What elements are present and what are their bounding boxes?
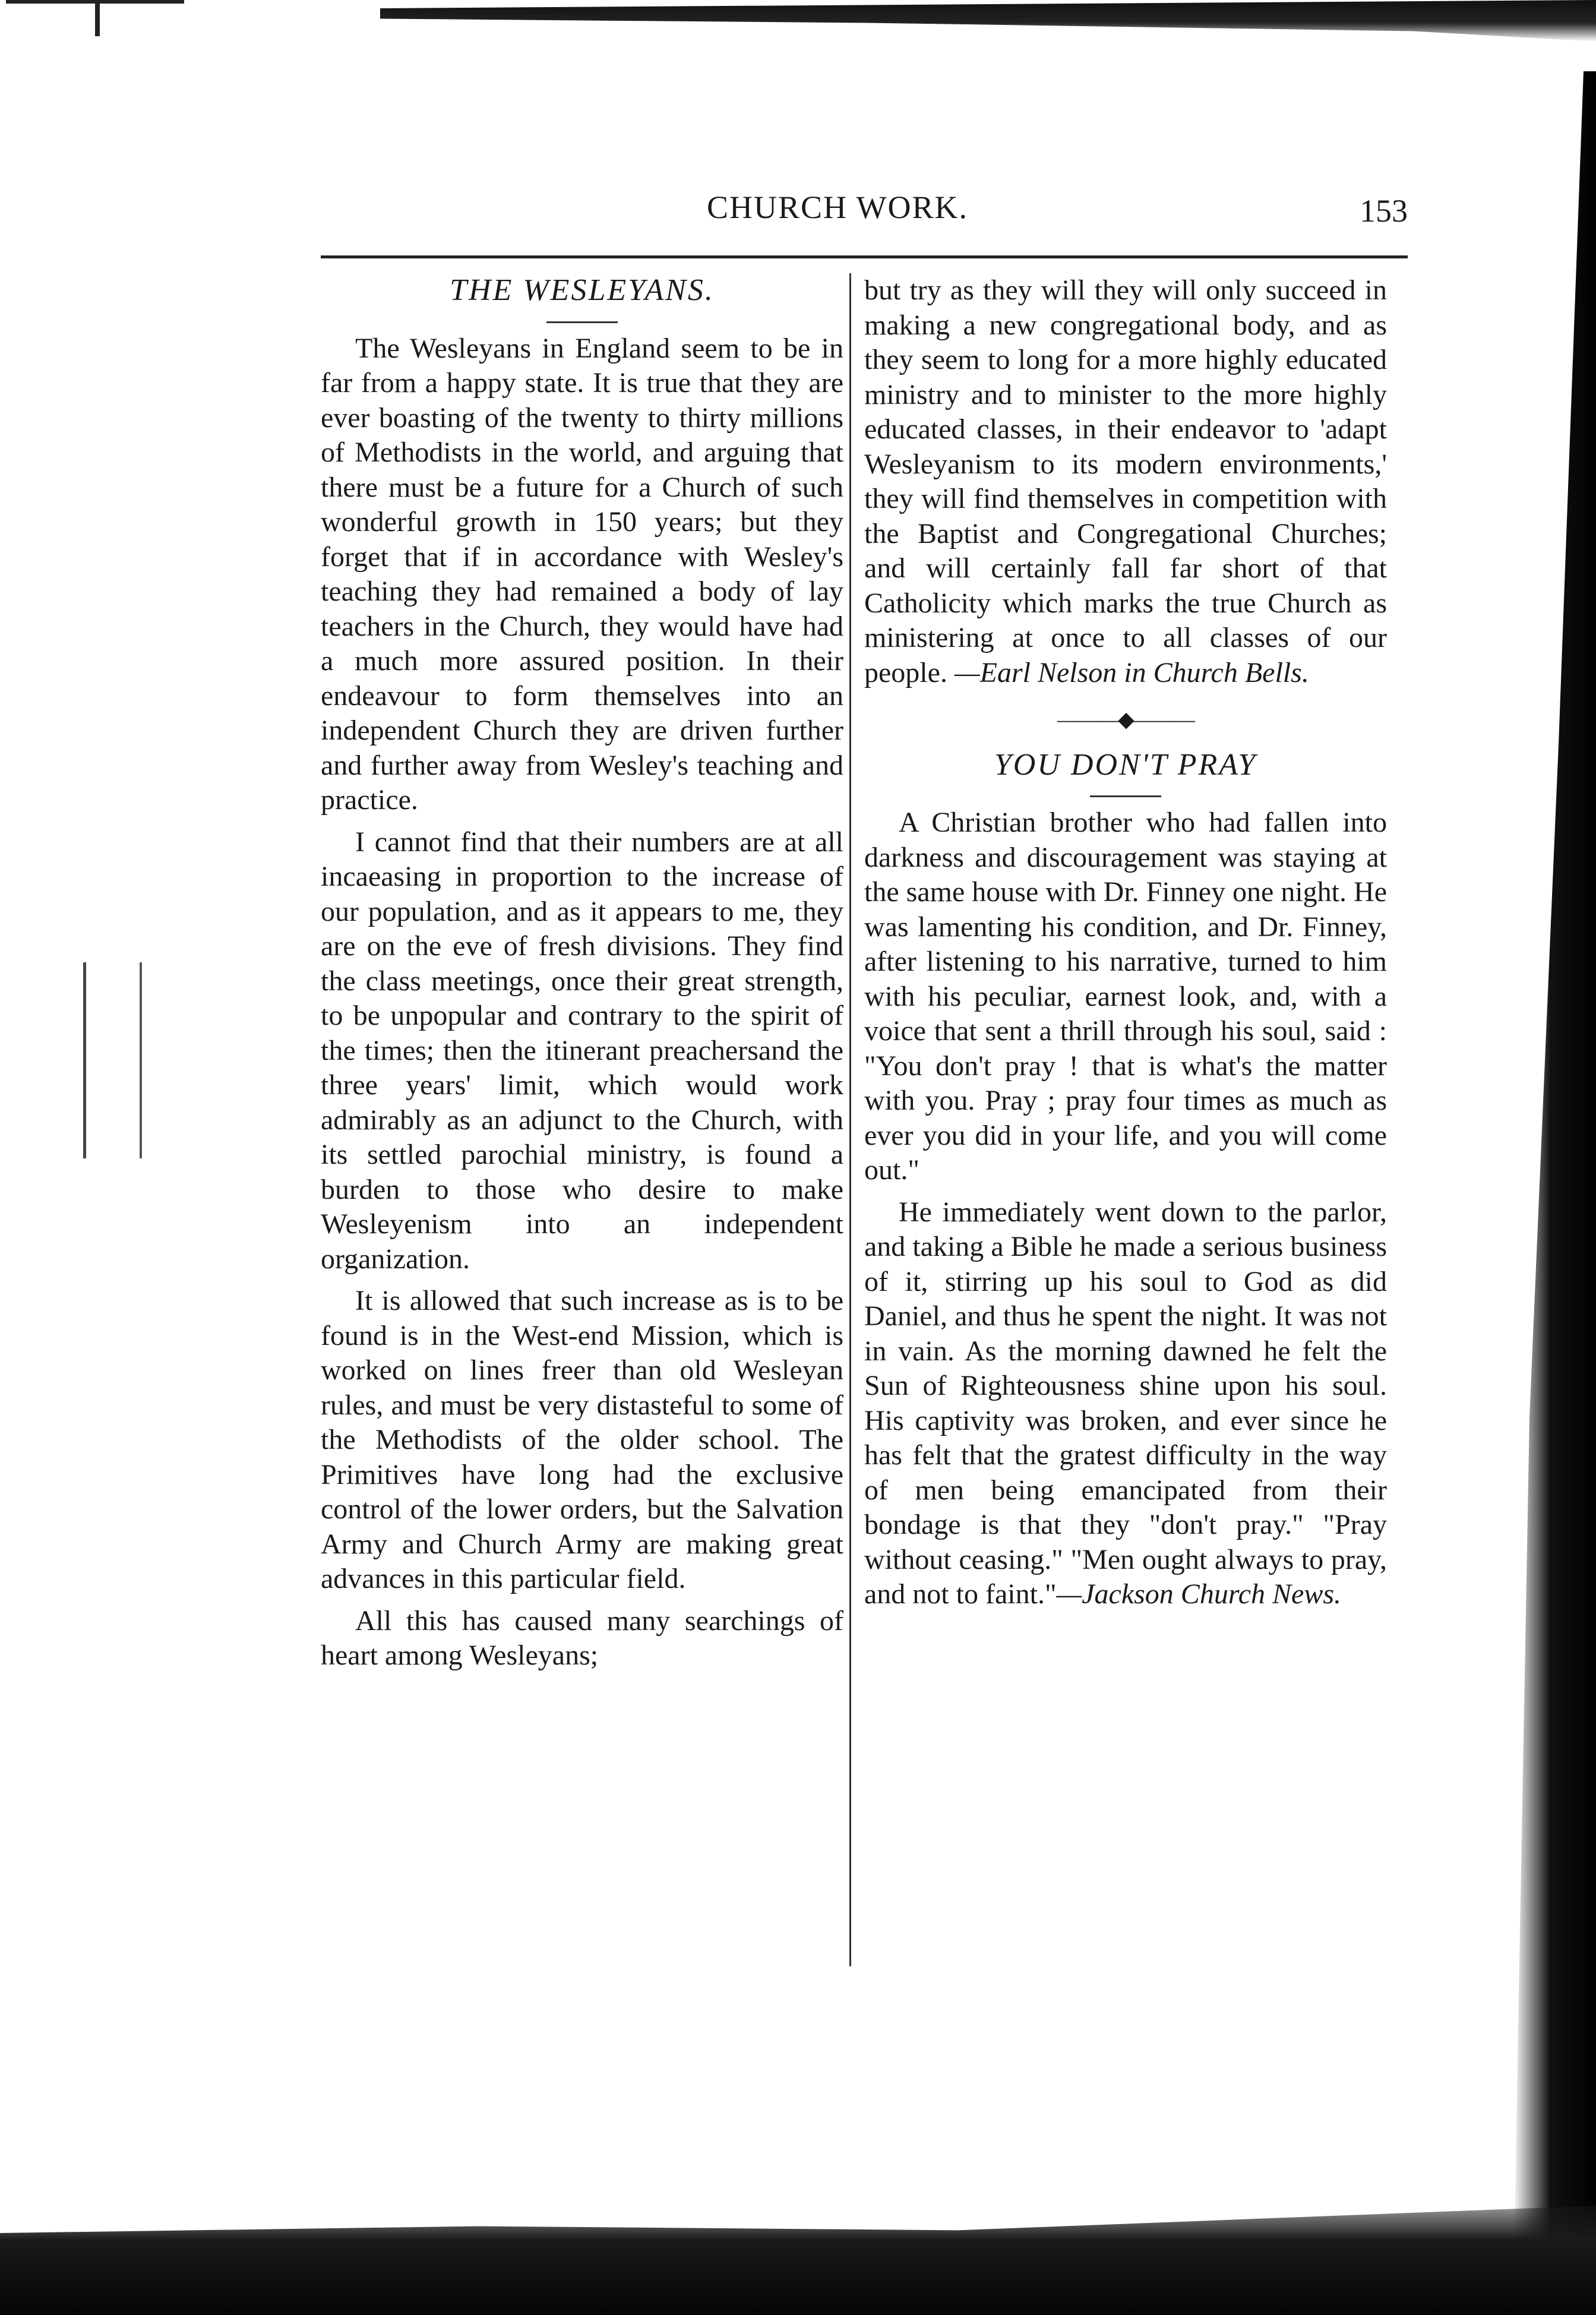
title-rule — [546, 321, 618, 323]
paragraph: I cannot find that their numbers are at all incaeasing in proportion to the increase of our population, and as it appears to me, they are on the eve of fresh divisions. They find the class meetings, once their great strength, to be unpopular and contrary to the spirit of the times; then the itinerant preachersand the three years' limit, which would work admirably as an adjunct to the Church, with its settled parochial ministry, is found a burden to those who desire to make Wesleyenism into an independent organization. — [321, 826, 843, 1275]
scan-edge-top-left — [6, 0, 184, 21]
section-ornament: ———◆——— — [1057, 708, 1194, 731]
column-divider — [849, 273, 851, 1966]
left-column — [321, 273, 843, 1681]
paragraph-text: He immediately went down to the parlor, and taking a Bible he made a serious business of it, stirring up his soul to God as did Daniel, and thus he spent the night. It was not in vain. As the morning dawned he felt the Sun of Righteousness shine upon his soul. His captivity was broken, and ever since he has felt that the gratest difficulty in the way of men being emancipated from their bondage is that they "don't pray." "Pray without ceasing." "Men ought always to pray, and not to faint." — [864, 1196, 1387, 1610]
continued-paragraph — [864, 273, 1387, 690]
paragraph: It is allowed that such increase as is to be found is in the West-end Mission, which is worked on lines freer than old Wesleyan rules, and must be very distasteful to some of the Methodists of the older school. The Primitives have long had the exclusive control of the lower orders, but the Salvation Army and Church Army are making great advances in this particular field. — [321, 1285, 843, 1594]
paragraph: All this has caused many searchings of heart among Wesleyans; — [321, 1605, 843, 1671]
scan-edge-top — [380, 0, 1596, 42]
article-title-you-dont-pray: YOU DON'T PRAY — [994, 747, 1257, 782]
attribution: —Jackson Church News. — [1056, 1578, 1342, 1610]
continued-text: but try as they will they will only succeed in making a new congregational body, and as they seem to long for a more highly educated ministry and to minister to the more highly educated classes, in their endeavor to 'adapt Wesleyanism to its modern environments,' they will find themselves in competition with the Baptist and Congregational Churches; and will certainly fall far short of that Catholicity which marks the true Church as ministering at once to all classes of our people. — [864, 274, 1387, 689]
page-number: 153 — [1360, 193, 1408, 229]
header-rule — [321, 255, 1408, 258]
paragraph: A Christian brother who had fallen into darkness and discouragement was staying at the same house with Dr. Finney one night. He was lamenting his condition, and Dr. Finney, after listening to his narrative, turned to him with his peculiar, earnest look, and, with a voice that sent a thrill through his soul, said : "You don't pray ! that is what's the matter with you. Pray ; pray four times as much as ever you did in your life, and you will come out." — [864, 807, 1387, 1186]
paragraph — [864, 1195, 1387, 1612]
scan-edge-bottom — [0, 2178, 1596, 2315]
running-head: CHURCH WORK. — [707, 190, 969, 225]
margin-pencil-marks — [83, 962, 142, 1158]
title-rule — [1090, 795, 1161, 797]
paragraph: The Wesleyans in England seem to be in far from a happy state. It is true that they are ever boasting of the twenty to thirty millions of Methodists in the world, and arguing that there must be a future for a Church of such wonderful growth in 150 years; but they forget that if in accordance with Wesley's teaching they had remained a body of lay teachers in the Church, they would have had a much more assured position. In their endeavour to form themselves into an independent Church they are driven further and further away from Wesley's teaching and practice. — [321, 332, 843, 816]
scan-edge-right — [1513, 71, 1596, 2315]
right-column — [864, 273, 1387, 1619]
page-header — [321, 189, 1408, 236]
article-title-wesleyans: THE WESLEYANS. — [450, 273, 715, 307]
attribution: —Earl Nelson in Church Bells. — [954, 656, 1309, 689]
